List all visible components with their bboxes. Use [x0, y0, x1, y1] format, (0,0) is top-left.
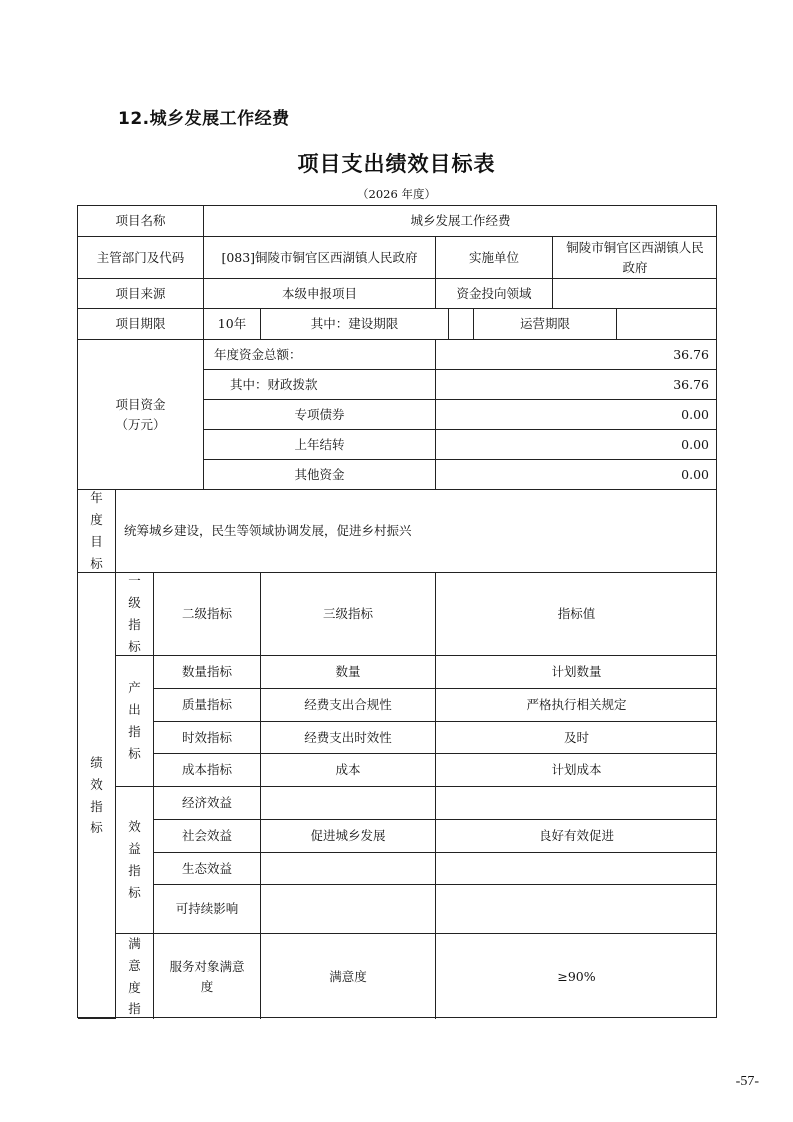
operate-period-label: 运营期限	[474, 309, 617, 340]
document-year: （2026 年度）	[357, 187, 436, 201]
table-row-value	[436, 885, 717, 934]
output-indicators-label: 产出指标	[116, 656, 154, 787]
build-period-value	[449, 309, 474, 340]
document-title: 项目支出绩效目标表	[297, 152, 496, 176]
table-row-value	[436, 787, 717, 820]
table-row-level2: 生态效益	[154, 853, 261, 885]
table-row-value: 计划成本	[436, 754, 717, 787]
table-row-level2: 数量指标	[154, 656, 261, 689]
funds-label: 项目资金（万元）	[78, 340, 204, 490]
table-row-level3: 成本	[261, 754, 436, 787]
table-row-level2: 社会效益	[154, 820, 261, 853]
impl-unit-value: 铜陵市铜官区西湖镇人民政府	[553, 237, 717, 279]
period-label: 项目期限	[78, 309, 204, 340]
invest-value	[553, 279, 717, 309]
indicators-label: 绩效指标	[78, 573, 116, 1019]
funds-fiscal-label: 其中：财政拨款	[204, 370, 436, 400]
source-value: 本级申报项目	[204, 279, 436, 309]
page-number: -57-	[735, 1074, 759, 1089]
annual-goal-label: 年度目标	[78, 490, 116, 573]
header-level1: 一级指标	[116, 573, 154, 656]
table-row-value: 计划数量	[436, 656, 717, 689]
build-period-label: 其中：建设期限	[261, 309, 449, 340]
period-value: 10年	[204, 309, 261, 340]
dept-label: 主管部门及代码	[78, 237, 204, 279]
table-row-level3: 经费支出合规性	[261, 689, 436, 722]
benefit-indicators-label: 效益指标	[116, 787, 154, 934]
project-name-value: 城乡发展工作经费	[204, 206, 717, 237]
funds-other-value: 0.00	[436, 460, 717, 490]
funds-carryover-value: 0.00	[436, 430, 717, 460]
table-row-level2: 时效指标	[154, 722, 261, 754]
impl-unit-label: 实施单位	[436, 237, 553, 279]
table-row-level3: 满意度	[261, 934, 436, 1019]
table-row-value: 严格执行相关规定	[436, 689, 717, 722]
header-level3: 三级指标	[261, 573, 436, 656]
header-value: 指标值	[436, 573, 717, 656]
funds-total-value: 36.76	[436, 340, 717, 370]
funds-other-label: 其他资金	[204, 460, 436, 490]
funds-carryover-label: 上年结转	[204, 430, 436, 460]
table-row-level3: 促进城乡发展	[261, 820, 436, 853]
performance-table	[77, 205, 717, 1018]
table-row-value: 良好有效促进	[436, 820, 717, 853]
table-row-level3: 数量	[261, 656, 436, 689]
table-row-level2: 可持续影响	[154, 885, 261, 934]
table-row-level3	[261, 885, 436, 934]
header-level2: 二级指标	[154, 573, 261, 656]
invest-label: 资金投向领域	[436, 279, 553, 309]
funds-fiscal-value: 36.76	[436, 370, 717, 400]
funds-bond-value: 0.00	[436, 400, 717, 430]
table-row-level3	[261, 787, 436, 820]
table-row-value	[436, 853, 717, 885]
funds-total-label: 年度资金总额：	[204, 340, 436, 370]
table-row-level2: 成本指标	[154, 754, 261, 787]
funds-bond-label: 专项债券	[204, 400, 436, 430]
annual-goal-text: 统筹城乡建设，民生等领域协调发展，促进乡村振兴	[116, 490, 717, 573]
satisfaction-indicators-label: 满意度指	[116, 934, 154, 1019]
table-row-level3	[261, 853, 436, 885]
section-heading: 12.城乡发展工作经费	[118, 109, 290, 129]
table-row-level2: 质量指标	[154, 689, 261, 722]
table-row-level2: 经济效益	[154, 787, 261, 820]
source-label: 项目来源	[78, 279, 204, 309]
table-row-level3: 经费支出时效性	[261, 722, 436, 754]
project-name-label: 项目名称	[78, 206, 204, 237]
operate-period-value	[617, 309, 717, 340]
dept-value: [083]铜陵市铜官区西湖镇人民政府	[204, 237, 436, 279]
table-row-value: 及时	[436, 722, 717, 754]
table-row-value: ≥90%	[557, 968, 596, 984]
table-row-level2: 服务对象满意度	[154, 934, 261, 1019]
